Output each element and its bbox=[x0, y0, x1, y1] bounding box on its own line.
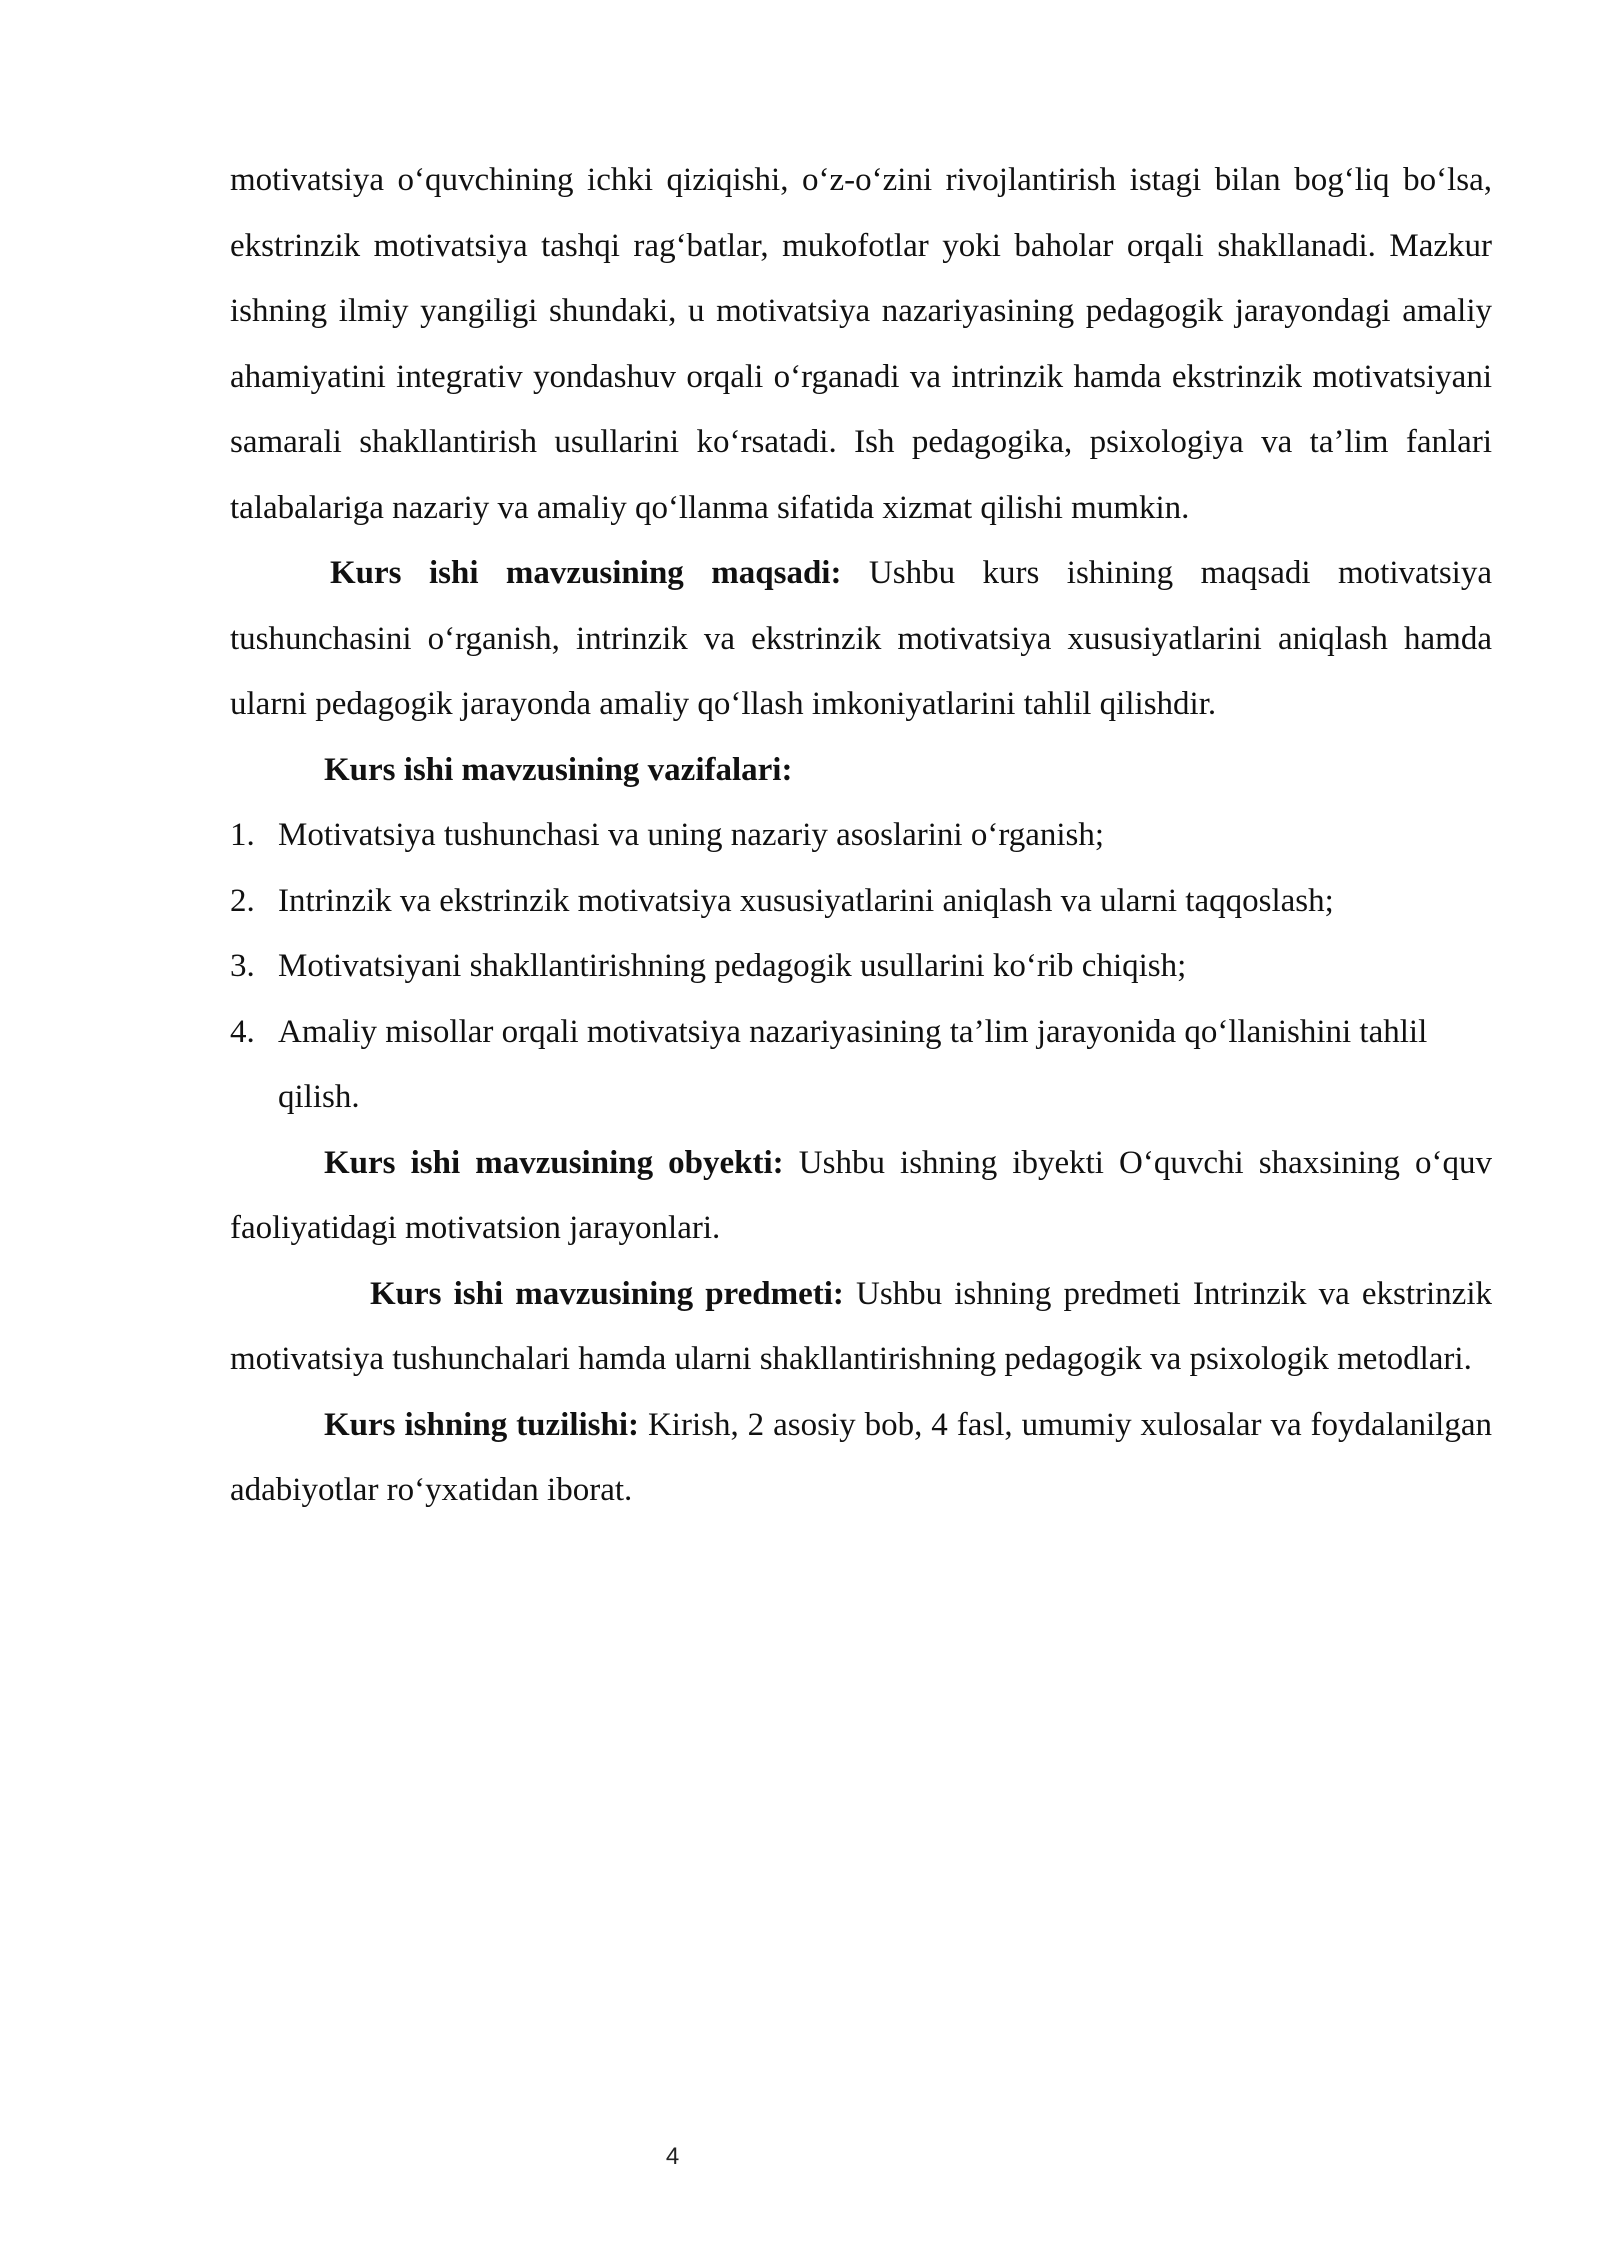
list-item-number: 2. bbox=[230, 882, 255, 919]
document-page bbox=[230, 148, 1492, 1524]
list-item bbox=[230, 803, 1492, 869]
obyekt-label: Kurs ishi mavzusining obyekti: bbox=[324, 1144, 784, 1181]
list-item-number: 1. bbox=[230, 817, 255, 853]
list-item bbox=[230, 934, 1492, 1000]
list-item-number: 3. bbox=[230, 948, 255, 984]
tuzilish-label: Kurs ishning tuzilishi: bbox=[324, 1406, 640, 1443]
predmet-text: Ushbu ishning predmeti Intrinzik va ekstrinzik motivatsiya tushunchalari hamda ularni shakllantirishning pedagogik va psixologik metodlari. bbox=[230, 1275, 1492, 1377]
predmet-paragraph bbox=[230, 1262, 1492, 1393]
predmet-label: Kurs ishi mavzusining predmeti: bbox=[370, 1275, 844, 1312]
list-item-text: Motivatsiya tushunchasi va uning nazariy asoslarini o‘rganish; bbox=[278, 817, 1105, 853]
list-item-text: Intrinzik va ekstrinzik motivatsiya xususiyatlarini aniqlash va ularni taqqoslash; bbox=[278, 882, 1334, 919]
list-item-text: Motivatsiyani shakllantirishning pedagogik usullarini ko‘rib chiqish; bbox=[278, 948, 1187, 984]
list-item-text: Amaliy misollar orqali motivatsiya nazariyasining ta’lim jarayonida qo‘llanishini tahlil qilish. bbox=[278, 1013, 1428, 1115]
list-item-number: 4. bbox=[230, 1013, 255, 1050]
list-item bbox=[230, 869, 1492, 935]
list-item bbox=[230, 1000, 1492, 1131]
obyekt-paragraph bbox=[230, 1131, 1492, 1262]
obyekt-text: Ushbu ishning ibyekti O‘quvchi shaxsining o‘quv faoliyatidagi motivatsion jarayonlari. bbox=[230, 1144, 1492, 1246]
vazifalar-heading: Kurs ishi mavzusining vazifalari: bbox=[324, 751, 793, 788]
intro-paragraph: motivatsiya o‘quvchining ichki qiziqishi, o‘z-o‘zini rivojlantirish istagi bilan bog‘liq bo‘lsa, ekstrinzik motivatsiya tashqi rag‘batlar, mukofotlar yoki baholar orqali shakllanadi. Mazkur ishning ilmiy yangiligi shundaki, u motivatsiya nazariyasining pedagogik jarayondagi amaliy ahamiyatini integrativ yondashuv orqali o‘rganadi va intrinzik hamda ekstrinzik motivatsiyani samarali shakllantirish usullarini ko‘rsatadi. Ish pedagogika, psixologiya va ta’lim fanlari talabalariga nazariy va amaliy qo‘llanma sifatida xizmat qilishi mumkin. bbox=[230, 162, 1492, 526]
tuzilish-paragraph bbox=[230, 1393, 1492, 1524]
maqsad-paragraph bbox=[230, 541, 1492, 738]
maqsad-text: Ushbu kurs ishining maqsadi motivatsiya tushunchasini o‘rganish, intrinzik va ekstrinzik motivatsiya xususiyatlarini aniqlash hamda ularni pedagogik jarayonda amaliy qo‘llash imkoniyatlarini tahlil qilishdir. bbox=[230, 555, 1492, 722]
tuzilish-text: Kirish, 2 asosiy bob, 4 fasl, umumiy xulosalar va foydalanilgan adabiyotlar ro‘yxatidan iborat. bbox=[230, 1406, 1492, 1508]
page-number: 4 bbox=[665, 2143, 680, 2170]
vazifalar-list bbox=[230, 803, 1492, 1131]
maqsad-label: Kurs ishi mavzusining maqsadi: bbox=[330, 555, 842, 591]
